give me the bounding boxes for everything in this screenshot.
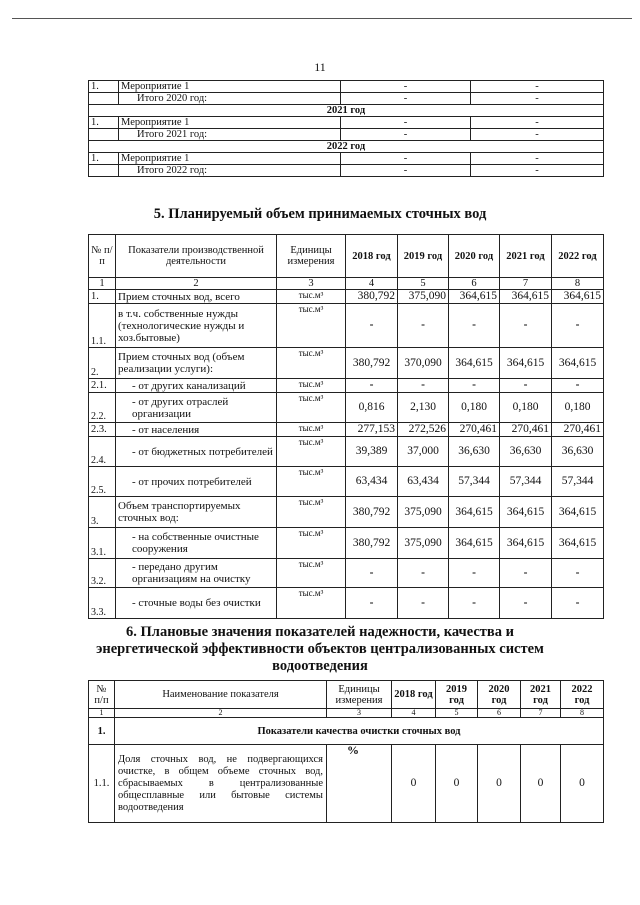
- row-value: -: [449, 588, 500, 619]
- year-header-row: [89, 105, 604, 117]
- row-value: 57,344: [449, 467, 500, 497]
- header-year: 2022 год: [561, 681, 604, 709]
- row-value: -: [500, 588, 552, 619]
- event-row: [89, 117, 604, 129]
- event-num-empty: [89, 93, 119, 105]
- event-value: -: [341, 117, 471, 129]
- row-value: -: [500, 379, 552, 393]
- event-total-row: [89, 129, 604, 141]
- column-number: 3: [277, 278, 346, 290]
- header-year: 2019 год: [398, 235, 449, 278]
- row-value: 364,615: [552, 290, 604, 304]
- column-number: 8: [552, 278, 604, 290]
- row-value: 63,434: [346, 467, 398, 497]
- row-value: 375,090: [398, 528, 449, 559]
- row-value: -: [398, 559, 449, 588]
- row-num: 3.3.: [89, 588, 116, 619]
- row-value: 0: [561, 745, 604, 823]
- row-value: -: [398, 379, 449, 393]
- row-value: -: [449, 379, 500, 393]
- column-number: 8: [561, 709, 604, 718]
- page-top-rule: [12, 18, 632, 19]
- event-total: Итого 2020 год:: [119, 93, 341, 105]
- year-header: 2021 год: [89, 105, 604, 117]
- row-value: -: [552, 304, 604, 348]
- section6-title-line1: 6. Плановые значения показателей надежности, качества и: [126, 624, 514, 640]
- row-value: 277,153: [346, 423, 398, 437]
- event-value: -: [471, 93, 604, 105]
- row-num: 1.: [89, 290, 116, 304]
- row-name: в т.ч. собственные нужды (технологические нужды и хоз.бытовые): [116, 304, 277, 348]
- column-number: 6: [449, 278, 500, 290]
- event-value: -: [341, 153, 471, 165]
- row-value: -: [500, 304, 552, 348]
- row-value: 2,130: [398, 393, 449, 423]
- event-num-empty: [89, 129, 119, 141]
- row-num: 2.3.: [89, 423, 116, 437]
- header-year: 2022 год: [552, 235, 604, 278]
- row-value: 36,630: [500, 437, 552, 467]
- row-name: - от бюджетных потребителей: [116, 437, 277, 467]
- row-value: 364,615: [552, 348, 604, 379]
- header-num: № п/п: [89, 235, 116, 278]
- row-value: 375,090: [398, 497, 449, 528]
- event-total: Итого 2022 год:: [119, 165, 341, 177]
- row-value: 380,792: [346, 497, 398, 528]
- row-value: 364,615: [500, 497, 552, 528]
- row-num: 2.1.: [89, 379, 116, 393]
- row-name: Прием сточных вод (объем реализации услуги):: [116, 348, 277, 379]
- header-year: 2020 год: [478, 681, 521, 709]
- row-unit: тыс.м³: [277, 290, 346, 304]
- event-value: -: [341, 129, 471, 141]
- row-unit: тыс.м³: [277, 393, 346, 423]
- row-value: 270,461: [552, 423, 604, 437]
- table-row: [89, 497, 604, 528]
- row-value: 364,615: [500, 528, 552, 559]
- row-value: -: [398, 304, 449, 348]
- row-value: 0,180: [500, 393, 552, 423]
- row-value: 364,615: [449, 497, 500, 528]
- header-year: 2020 год: [449, 235, 500, 278]
- row-num: 3.2.: [89, 559, 116, 588]
- row-name: - от других отраслей организации: [116, 393, 277, 423]
- column-number: 1: [89, 709, 115, 718]
- row-name: Прием сточных вод, всего: [116, 290, 277, 304]
- row-name: - сточные воды без очистки: [116, 588, 277, 619]
- row-unit: тыс.м³: [277, 467, 346, 497]
- event-value: -: [471, 153, 604, 165]
- row-num: 2.2.: [89, 393, 116, 423]
- row-unit: тыс.м³: [277, 588, 346, 619]
- event-num-empty: [89, 165, 119, 177]
- row-name: Объем транспортируемых сточных вод:: [116, 497, 277, 528]
- row-value: 63,434: [398, 467, 449, 497]
- row-num: 2.: [89, 348, 116, 379]
- event-total-row: [89, 165, 604, 177]
- event-total-row: [89, 93, 604, 105]
- row-value: 364,615: [449, 348, 500, 379]
- column-number: 3: [327, 709, 392, 718]
- event-num: 1.: [89, 81, 119, 93]
- section5-title: 5. Планируемый объем принимаемых сточных вод: [153, 206, 487, 222]
- row-unit: тыс.м³: [277, 423, 346, 437]
- group-num: 1.: [89, 718, 115, 745]
- row-value: 364,615: [500, 348, 552, 379]
- row-num: 3.1.: [89, 528, 116, 559]
- indicators-table: [88, 680, 604, 823]
- table-row: [89, 348, 604, 379]
- row-value: -: [449, 559, 500, 588]
- row-unit: тыс.м³: [277, 304, 346, 348]
- row-value: 270,461: [500, 423, 552, 437]
- row-value: 0,180: [449, 393, 500, 423]
- event-num: 1.: [89, 153, 119, 165]
- row-num: 1.1.: [89, 745, 115, 823]
- table-row: [89, 379, 604, 393]
- table-row: [89, 393, 604, 423]
- row-name: - от прочих потребителей: [116, 467, 277, 497]
- event-value: -: [471, 165, 604, 177]
- row-value: -: [398, 588, 449, 619]
- row-value: 36,630: [552, 437, 604, 467]
- table-row: [89, 304, 604, 348]
- event-value: -: [471, 129, 604, 141]
- section6-title-line3: водоотведения: [272, 658, 368, 674]
- event-value: -: [341, 81, 471, 93]
- row-value: -: [449, 304, 500, 348]
- column-number: 1: [89, 278, 116, 290]
- row-name: - от населения: [116, 423, 277, 437]
- event-value: -: [471, 81, 604, 93]
- header-indicator: Показатели производственной деятельности: [116, 235, 277, 278]
- row-value: 0: [436, 745, 478, 823]
- page-number: 11: [314, 60, 326, 74]
- row-value: -: [346, 304, 398, 348]
- row-value: -: [552, 588, 604, 619]
- header-year: 2021 год: [521, 681, 561, 709]
- row-value: 0: [478, 745, 521, 823]
- table-row: [89, 437, 604, 467]
- header-unit: Единицы измерения: [277, 235, 346, 278]
- header-num: № п/п: [89, 681, 115, 709]
- table-row: [89, 467, 604, 497]
- event-name: Мероприятие 1: [119, 81, 341, 93]
- row-value: 380,792: [346, 528, 398, 559]
- row-num: 2.4.: [89, 437, 116, 467]
- group-title: Показатели качества очистки сточных вод: [115, 718, 604, 745]
- column-number: 2: [115, 709, 327, 718]
- row-value: 37,000: [398, 437, 449, 467]
- row-unit: тыс.м³: [277, 559, 346, 588]
- column-number: 5: [398, 278, 449, 290]
- row-value: 370,090: [398, 348, 449, 379]
- row-unit: тыс.м³: [277, 437, 346, 467]
- event-name: Мероприятие 1: [119, 153, 341, 165]
- event-value: -: [341, 165, 471, 177]
- row-value: 380,792: [346, 290, 398, 304]
- column-number: 7: [500, 278, 552, 290]
- row-value: 364,615: [449, 528, 500, 559]
- row-value: 364,615: [500, 290, 552, 304]
- row-value: 57,344: [500, 467, 552, 497]
- row-value: 364,615: [552, 497, 604, 528]
- event-row: [89, 81, 604, 93]
- row-name: Доля сточных вод, не подвергающихся очистке, в общем объеме сточных вод, сбрасываемых в централизованные общесплавные или бытовые системы водоотведения: [115, 745, 327, 823]
- row-num: 2.5.: [89, 467, 116, 497]
- row-value: 0: [521, 745, 561, 823]
- header-year: 2021 год: [500, 235, 552, 278]
- event-row: [89, 153, 604, 165]
- event-value: -: [341, 93, 471, 105]
- row-value: -: [346, 588, 398, 619]
- header-indicator: Наименование показателя: [115, 681, 327, 709]
- row-value: 272,526: [398, 423, 449, 437]
- column-number: 6: [478, 709, 521, 718]
- table-row: [89, 290, 604, 304]
- row-value: 0,816: [346, 393, 398, 423]
- row-unit: тыс.м³: [277, 379, 346, 393]
- header-year: 2018 год: [392, 681, 436, 709]
- header-year: 2019 год: [436, 681, 478, 709]
- row-unit: тыс.м³: [277, 528, 346, 559]
- row-name: - от других канализаций: [116, 379, 277, 393]
- row-value: -: [500, 559, 552, 588]
- row-value: 364,615: [552, 528, 604, 559]
- row-value: 57,344: [552, 467, 604, 497]
- row-value: 364,615: [449, 290, 500, 304]
- event-num: 1.: [89, 117, 119, 129]
- row-name: - передано другим организациям на очистку: [116, 559, 277, 588]
- wastewater-volume-table: [88, 234, 604, 619]
- header-unit: Единицы измерения: [327, 681, 392, 709]
- row-value: 36,630: [449, 437, 500, 467]
- row-value: 380,792: [346, 348, 398, 379]
- section6-title-line2: энергетической эффективности объектов централизованных систем: [96, 641, 544, 657]
- row-unit: %: [327, 745, 392, 823]
- events-table: [88, 80, 604, 177]
- year-header: 2022 год: [89, 141, 604, 153]
- row-name: - на собственные очистные сооружения: [116, 528, 277, 559]
- table-row: [89, 588, 604, 619]
- column-number: 4: [346, 278, 398, 290]
- row-value: 270,461: [449, 423, 500, 437]
- row-value: -: [552, 559, 604, 588]
- row-value: 0,180: [552, 393, 604, 423]
- event-total: Итого 2021 год:: [119, 129, 341, 141]
- column-number: 7: [521, 709, 561, 718]
- table-row: [89, 528, 604, 559]
- row-value: -: [346, 559, 398, 588]
- row-num: 1.1.: [89, 304, 116, 348]
- row-value: 39,389: [346, 437, 398, 467]
- row-num: 3.: [89, 497, 116, 528]
- row-value: -: [552, 379, 604, 393]
- column-number: 2: [116, 278, 277, 290]
- table-row: [89, 559, 604, 588]
- row-unit: тыс.м³: [277, 348, 346, 379]
- header-year: 2018 год: [346, 235, 398, 278]
- row-value: 375,090: [398, 290, 449, 304]
- event-value: -: [471, 117, 604, 129]
- column-number: 5: [436, 709, 478, 718]
- column-number: 4: [392, 709, 436, 718]
- event-name: Мероприятие 1: [119, 117, 341, 129]
- row-value: 0: [392, 745, 436, 823]
- year-header-row: [89, 141, 604, 153]
- row-unit: тыс.м³: [277, 497, 346, 528]
- row-value: -: [346, 379, 398, 393]
- table-row: [89, 423, 604, 437]
